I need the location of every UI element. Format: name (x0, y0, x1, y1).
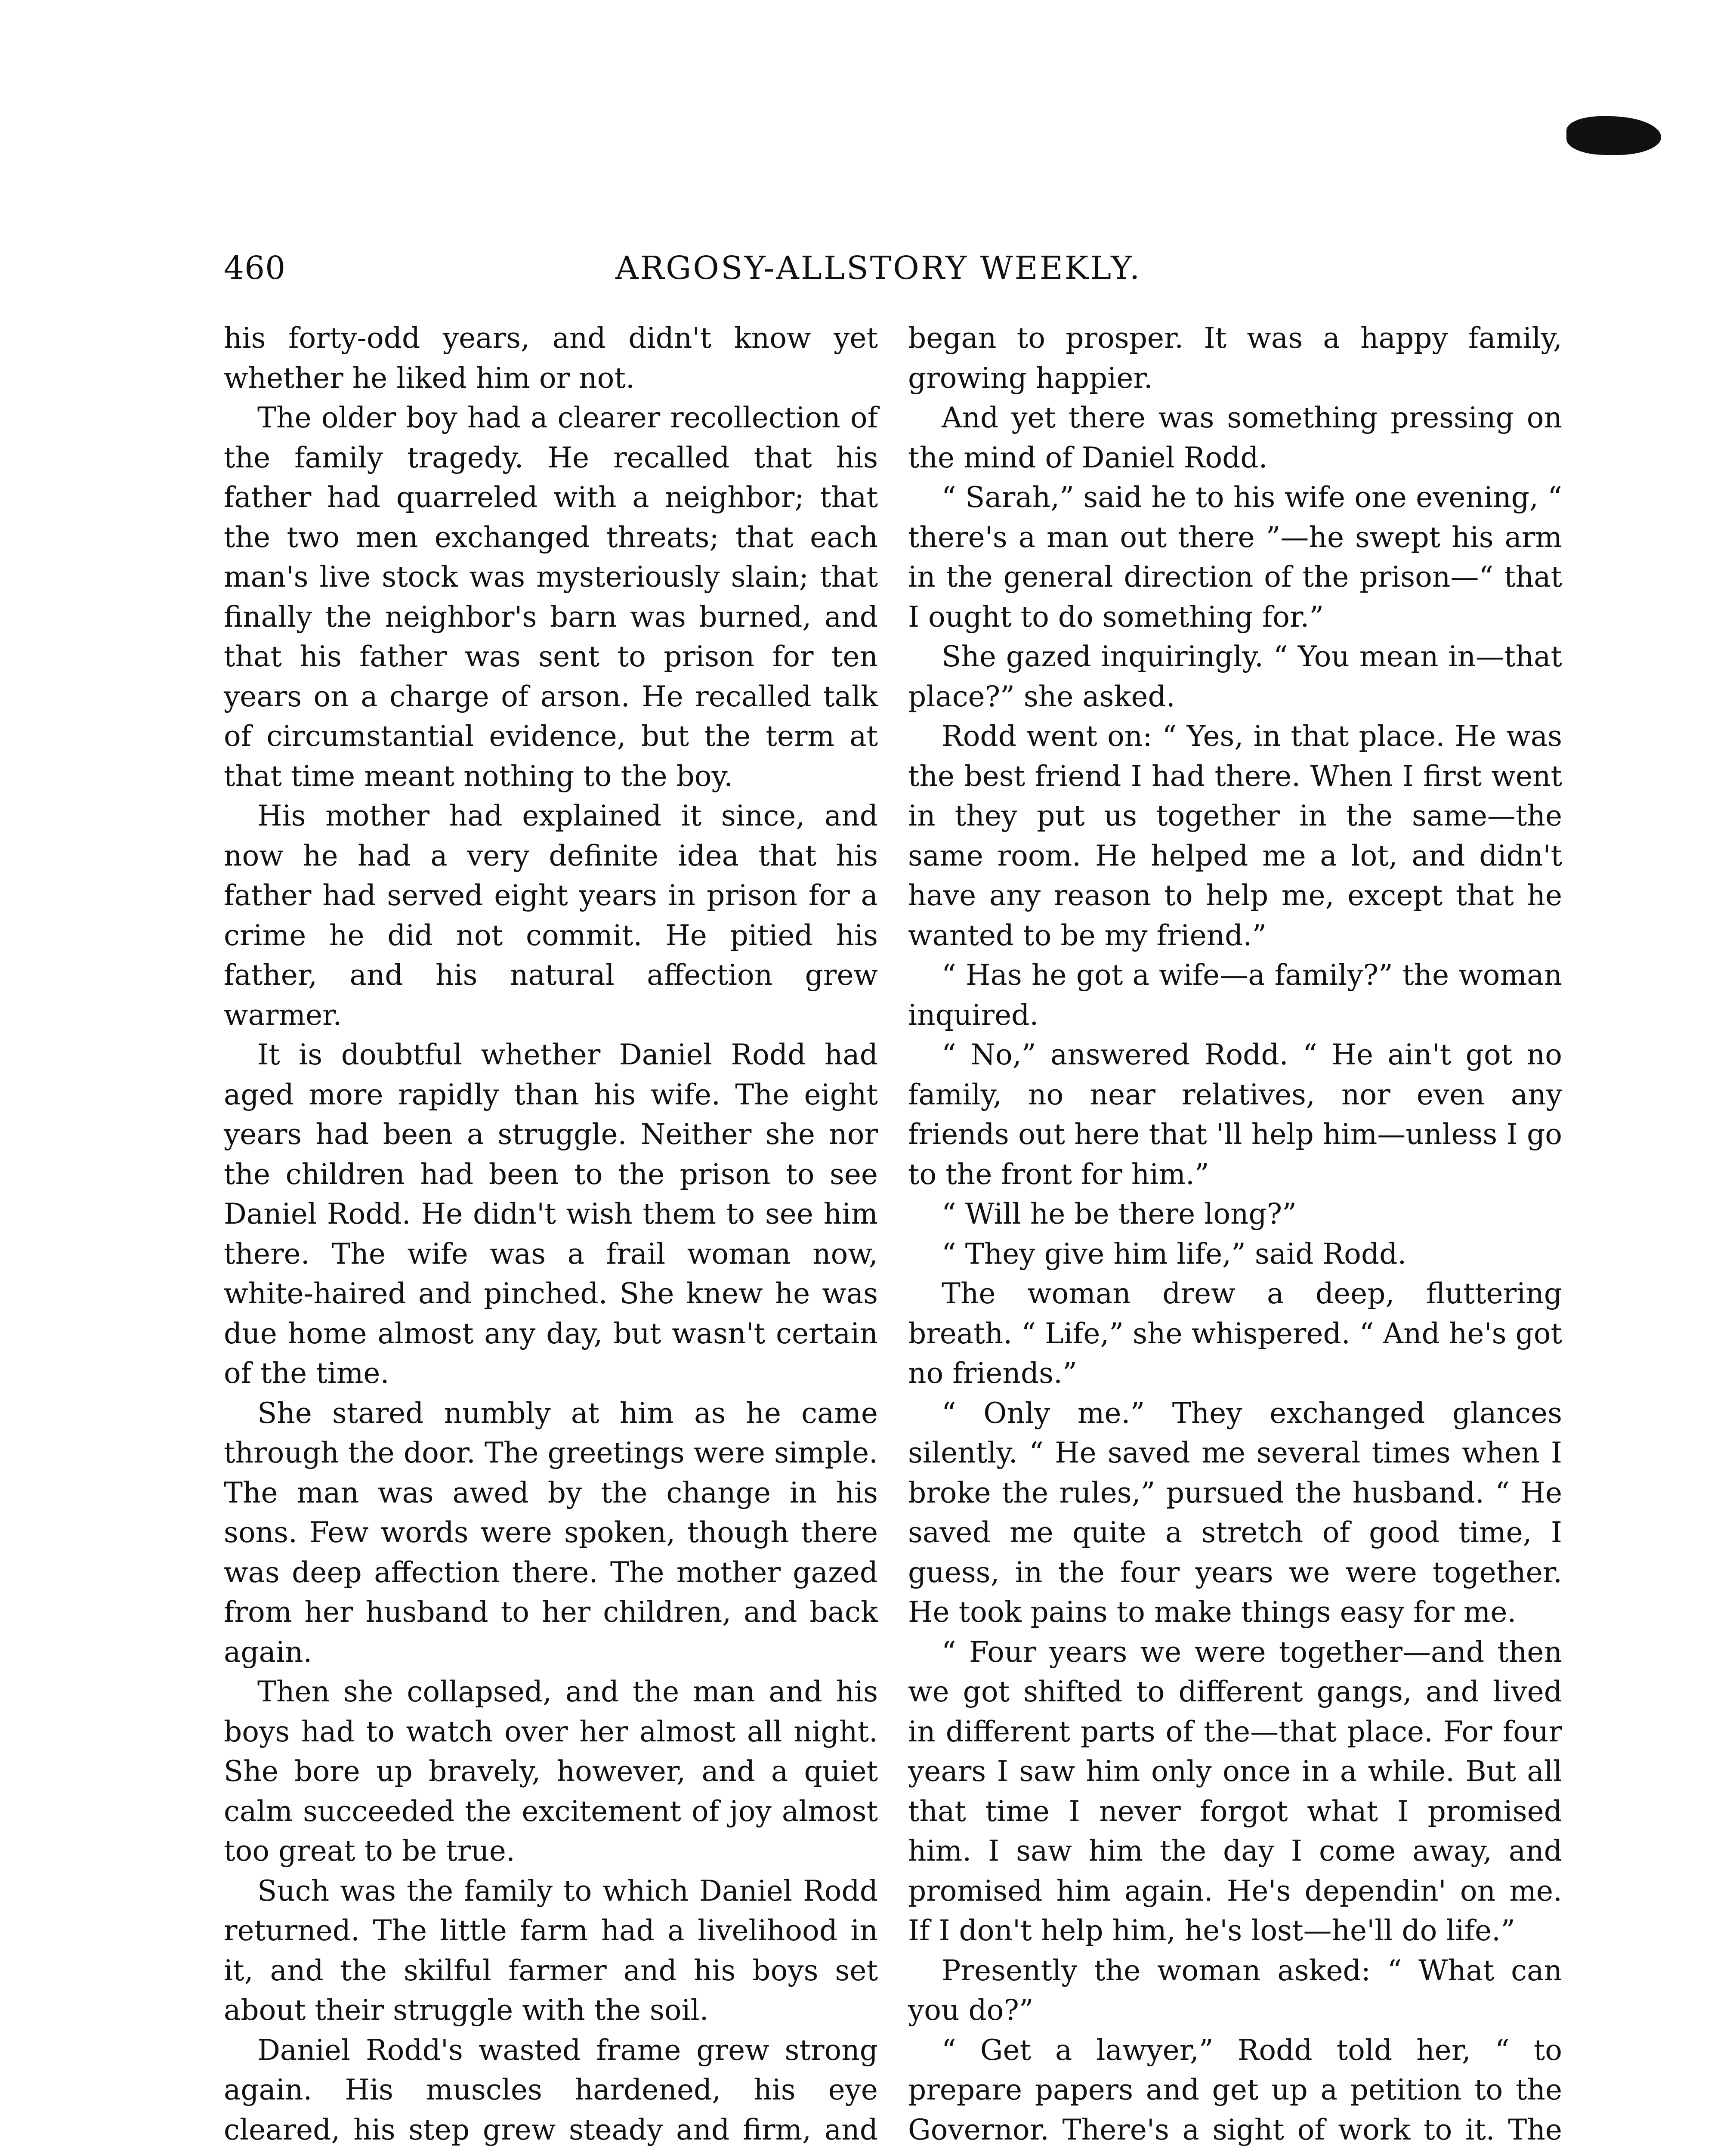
paragraph: Rodd went on: “ Yes, in that place. He was the best friend I had there. When I first went in they put us together in the same—the same room. He helped me a lot, and didn't have any reason to help me, except that he wanted to be my friend.” (908, 720, 1562, 952)
page-header (0, 250, 1736, 301)
paragraph: Such was the family to which Daniel Rodd returned. The little farm had a livelihood in it, and the skilful farmer and his boys set about their struggle with the soil. (224, 1874, 878, 2027)
paragraph: Daniel Rodd's wasted frame grew strong again. His muscles hardened, his eye cleared, his step grew steady and firm, and (224, 2033, 878, 2146)
paragraph: “ Four years we were together—and then we got shifted to different gangs, and lived in different parts of the—that place. For four years I saw him only once in a while. But all that time I never forgot what I promised him. I saw him the day I come away, and promised him again. He's dependin' on me. If I don't help him, he's lost—he'll do life.” (908, 1635, 1562, 1947)
paragraph: His mother had explained it since, and now he had a very definite idea that his father had served eight years in prison for a crime he did not commit. He pitied his father, and his natural affection grew warmer. (224, 799, 878, 1032)
paragraph: She stared numbly at him as he came through the door. The greetings were simple. The man was awed by the change in his sons. Few words were spoken, though there was deep affection there. The mother gazed from her husband to her children, and back again. (224, 1396, 878, 1669)
paragraph: Presently the woman asked: “ What can you do?” (908, 1954, 1562, 2027)
paragraph: “ No,” answered Rodd. “ He ain't got no family, no near relatives, nor even any friends out here that 'll help him—unless I go to the front for him.” (908, 1038, 1562, 1191)
paragraph: And yet there was something pressing on the mind of Daniel Rodd. (908, 401, 1562, 474)
left-column (224, 318, 878, 2152)
paragraph: The woman drew a deep, fluttering breath. “ Life,” she whispered. “ And he's got no friends.” (908, 1277, 1562, 1390)
right-column (908, 318, 1562, 2152)
paragraph: began to prosper. It was a happy family, growing happier. (908, 322, 1562, 395)
ink-blot (1566, 116, 1661, 155)
paragraph: She gazed inquiringly. “ You mean in—that place?” she asked. (908, 640, 1562, 713)
paragraph: It is doubtful whether Daniel Rodd had aged more rapidly than his wife. The eight years had been a struggle. Neither she nor the children had been to the prison to see Daniel Rodd. He didn't wish them to see him there. The wife was a frail woman now, white-haired and pinched. She knew he was due home almost any day, but wasn't certain of the time. (224, 1038, 878, 1390)
running-title: ARGOSY-ALLSTORY WEEKLY. (615, 250, 1142, 287)
paragraph: his forty-odd years, and didn't know yet whether he liked him or not. (224, 322, 878, 395)
paragraph: “ Has he got a wife—a family?” the woman inquired. (908, 959, 1562, 1032)
paragraph: “ They give him life,” said Rodd. (942, 1237, 1407, 1271)
paragraph: “ Will he be there long?” (942, 1197, 1297, 1231)
paragraph: “ Only me.” They exchanged glances silently. “ He saved me several times when I broke the rules,” pursued the husband. “ He saved me quite a stretch of good time, I guess, in the four years we were together. He took pains to make things easy for me. (908, 1396, 1562, 1629)
paragraph: Then she collapsed, and the man and his boys had to watch over her almost all night. She bore up bravely, however, and a quiet calm succeeded the excitement of joy almost too great to be true. (224, 1675, 878, 1868)
paragraph: “ Get a lawyer,” Rodd told her, “ to prepare papers and get up a petition to the Governor. There's a sight of work to it. The (908, 2033, 1562, 2146)
page-number: 460 (224, 250, 286, 287)
paragraph: “ Sarah,” said he to his wife one evening, “ there's a man out there ”—he swept his arm in the general direction of the prison—“ that I ought to do something for.” (908, 481, 1562, 634)
paragraph: The older boy had a clearer recollection of the family tragedy. He recalled that his father had quarreled with a neighbor; that the two men exchanged threats; that each man's live stock was mysteriously slain; that finally the neighbor's barn was burned, and that his father was sent to prison for ten years on a charge of arson. He recalled talk of circumstantial evidence, but the term at that time meant nothing to the boy. (224, 401, 878, 793)
